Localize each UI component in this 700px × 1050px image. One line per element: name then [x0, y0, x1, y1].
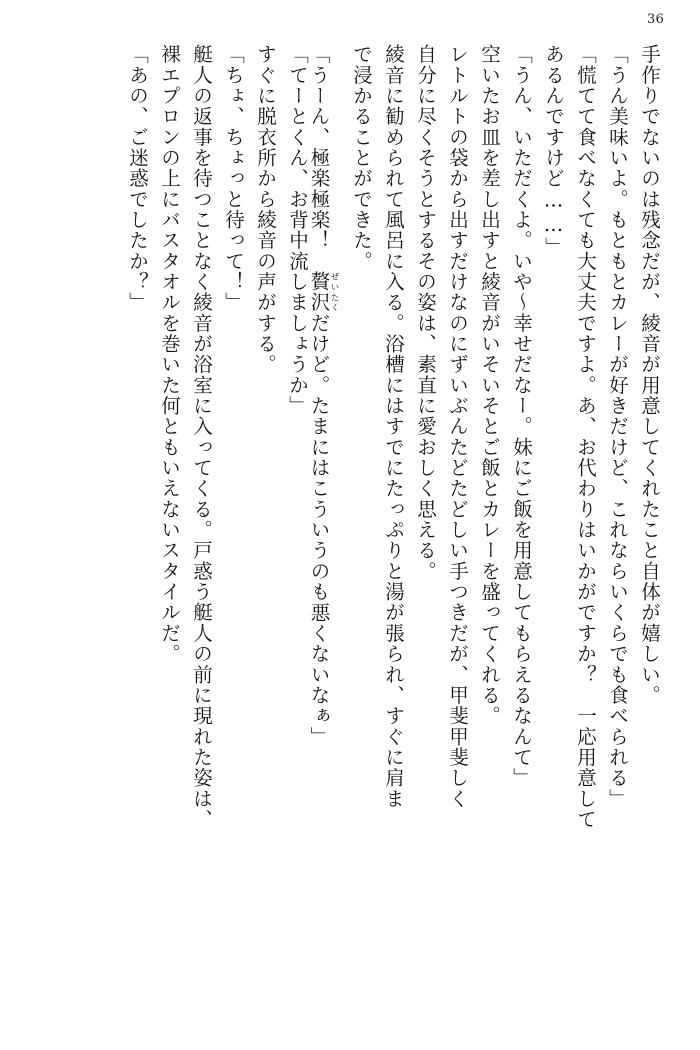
text-column: 艇人の返事を待つことなく綾音が浴室に入ってくる。戸惑う艇人の前に現れた姿は、 — [190, 44, 213, 830]
text-column: レトルトの袋から出すだけなのにずいぶんたどたどしい手つきだが、甲斐甲斐しく — [446, 44, 469, 809]
text-column: 綾音に勧められて風呂に入る。浴槽にはすでにたっぷりと湯が張られ、すぐに肩ま — [382, 44, 405, 809]
text-column: 空いたお皿を差し出すと綾音がいそいそとご飯とカレーを盛ってくれる。 — [478, 44, 501, 727]
text-column: 手作りでないのは残念だが、綾音が用意してくれたこと自体が嬉しい。 — [638, 44, 661, 706]
text-column: 「あの、ご迷惑でしたか？」 — [126, 44, 149, 313]
text-column: 「慌てて食べなくても大丈夫ですよ。あ、お代わりはいかがですか？ 一応用意して — [574, 44, 597, 830]
page-number: 36 — [646, 12, 664, 27]
text-column: 「てーとくん、お背中流しましょうか」 — [286, 44, 309, 417]
vertical-text-body — [40, 44, 660, 1010]
text-column: すぐに脱衣所から綾音の声がする。 — [254, 44, 277, 375]
text-column: 「うん、いただくよ。いや～幸せだなー。妹にご飯を用意してもらえるなんて」 — [510, 44, 533, 789]
text-column: 「うん美味いよ。もともとカレーが好きだけど、これならいくらでも食べられる」 — [606, 44, 629, 809]
text-column: 「ちょ、ちょっと待って！」 — [222, 44, 245, 313]
text-column: 裸エプロンの上にバスタオルを巻いた何ともいえないスタイルだ。 — [158, 44, 181, 665]
text-column: で浸かることができた。 — [350, 44, 373, 272]
text-column: 自分に尽くそうとするその姿は、素直に愛おしく思える。 — [414, 44, 437, 582]
text-column: あるんですけど……」 — [542, 44, 565, 258]
text-column-with-ruby: 「うーん、極楽極楽！ 贅沢ぜいたくだけど。たまにはこういうのも悪くないなぁ」 — [307, 44, 339, 747]
